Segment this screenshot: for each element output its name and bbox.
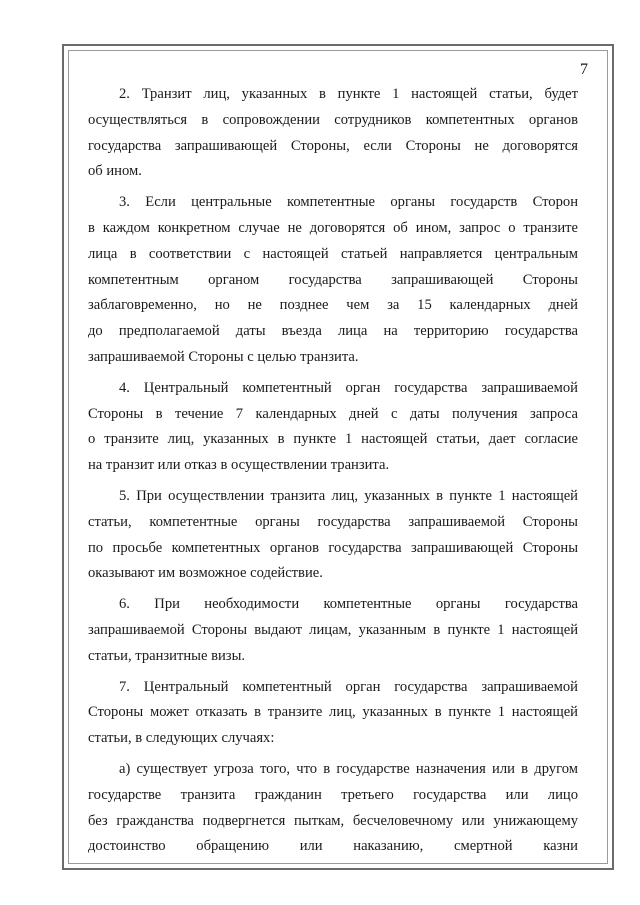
- text-line: лица в соответствии с настоящей статьей направляется центральным: [88, 245, 578, 262]
- paragraph-1: [88, 82, 578, 185]
- text-line: компетентным органом государства запрашивающей Стороны: [88, 271, 578, 288]
- text-line: до предполагаемой даты въезда лица на территорию государства: [88, 323, 578, 340]
- text-line: государства запрашивающей Стороны, если Стороны не договорятся: [88, 137, 578, 154]
- paragraph-3: [88, 376, 578, 479]
- text-line: Стороны может отказать в транзите лиц, указанных в пункте 1 настоящей: [88, 704, 578, 721]
- paragraph-6: [88, 675, 578, 752]
- text-line: без гражданства подвергнется пыткам, бесчеловечному или унижающему: [88, 812, 578, 829]
- text-line: запрашиваемой Стороны выдают лицам, указанным в пункте 1 настоящей: [88, 621, 578, 638]
- paragraph-4: [88, 484, 578, 587]
- text-line: а) существует угроза того, что в государстве назначения или в другом: [119, 760, 578, 777]
- text-line: 5. При осуществлении транзита лиц, указанных в пункте 1 настоящей: [119, 487, 578, 504]
- paragraph-5: [88, 592, 578, 669]
- text-line: 3. Если центральные компетентные органы государств Сторон: [119, 194, 578, 211]
- text-line: государстве транзита гражданин третьего государства или лицо: [88, 786, 578, 803]
- text-line: об ином.: [88, 163, 142, 180]
- text-line: по просьбе компетентных органов государства запрашивающей Стороны: [88, 539, 578, 556]
- text-line: Стороны в течение 7 календарных дней с даты получения запроса: [88, 405, 578, 422]
- text-line: статьи, транзитные визы.: [88, 647, 246, 664]
- paragraph-7: [88, 757, 578, 860]
- text-line: в каждом конкретном случае не договорятся об ином, запрос о транзите: [88, 219, 578, 236]
- text-line: статьи, в следующих случаях:: [88, 730, 275, 747]
- document-body: [88, 82, 578, 865]
- text-line: 2. Транзит лиц, указанных в пункте 1 настоящей статьи, будет: [119, 86, 578, 102]
- text-line: запрашиваемой Стороны с целью транзита.: [88, 348, 359, 365]
- page-number: 7: [580, 61, 588, 78]
- text-line: статьи, компетентные органы государства запрашиваемой Стороны: [88, 513, 578, 530]
- text-line: заблаговременно, но не позднее чем за 15 календарных дней: [88, 297, 578, 314]
- text-line: о транзите лиц, указанных в пункте 1 настоящей статьи, дает согласие: [88, 431, 578, 448]
- text-line: оказывают им возможное содействие.: [88, 565, 323, 582]
- text-line: 4. Центральный компетентный орган государства запрашиваемой: [119, 379, 578, 396]
- text-line: на транзит или отказ в осуществлении транзита.: [88, 457, 390, 474]
- text-line: достоинство обращению или наказанию, смертной казни: [88, 838, 578, 855]
- paragraph-2: [88, 190, 578, 371]
- text-line: 7. Центральный компетентный орган государства запрашиваемой: [119, 678, 578, 695]
- text-line: осуществляться в сопровождении сотрудников компетентных органов: [88, 111, 578, 128]
- text-line: 6. При необходимости компетентные органы государства: [119, 596, 578, 613]
